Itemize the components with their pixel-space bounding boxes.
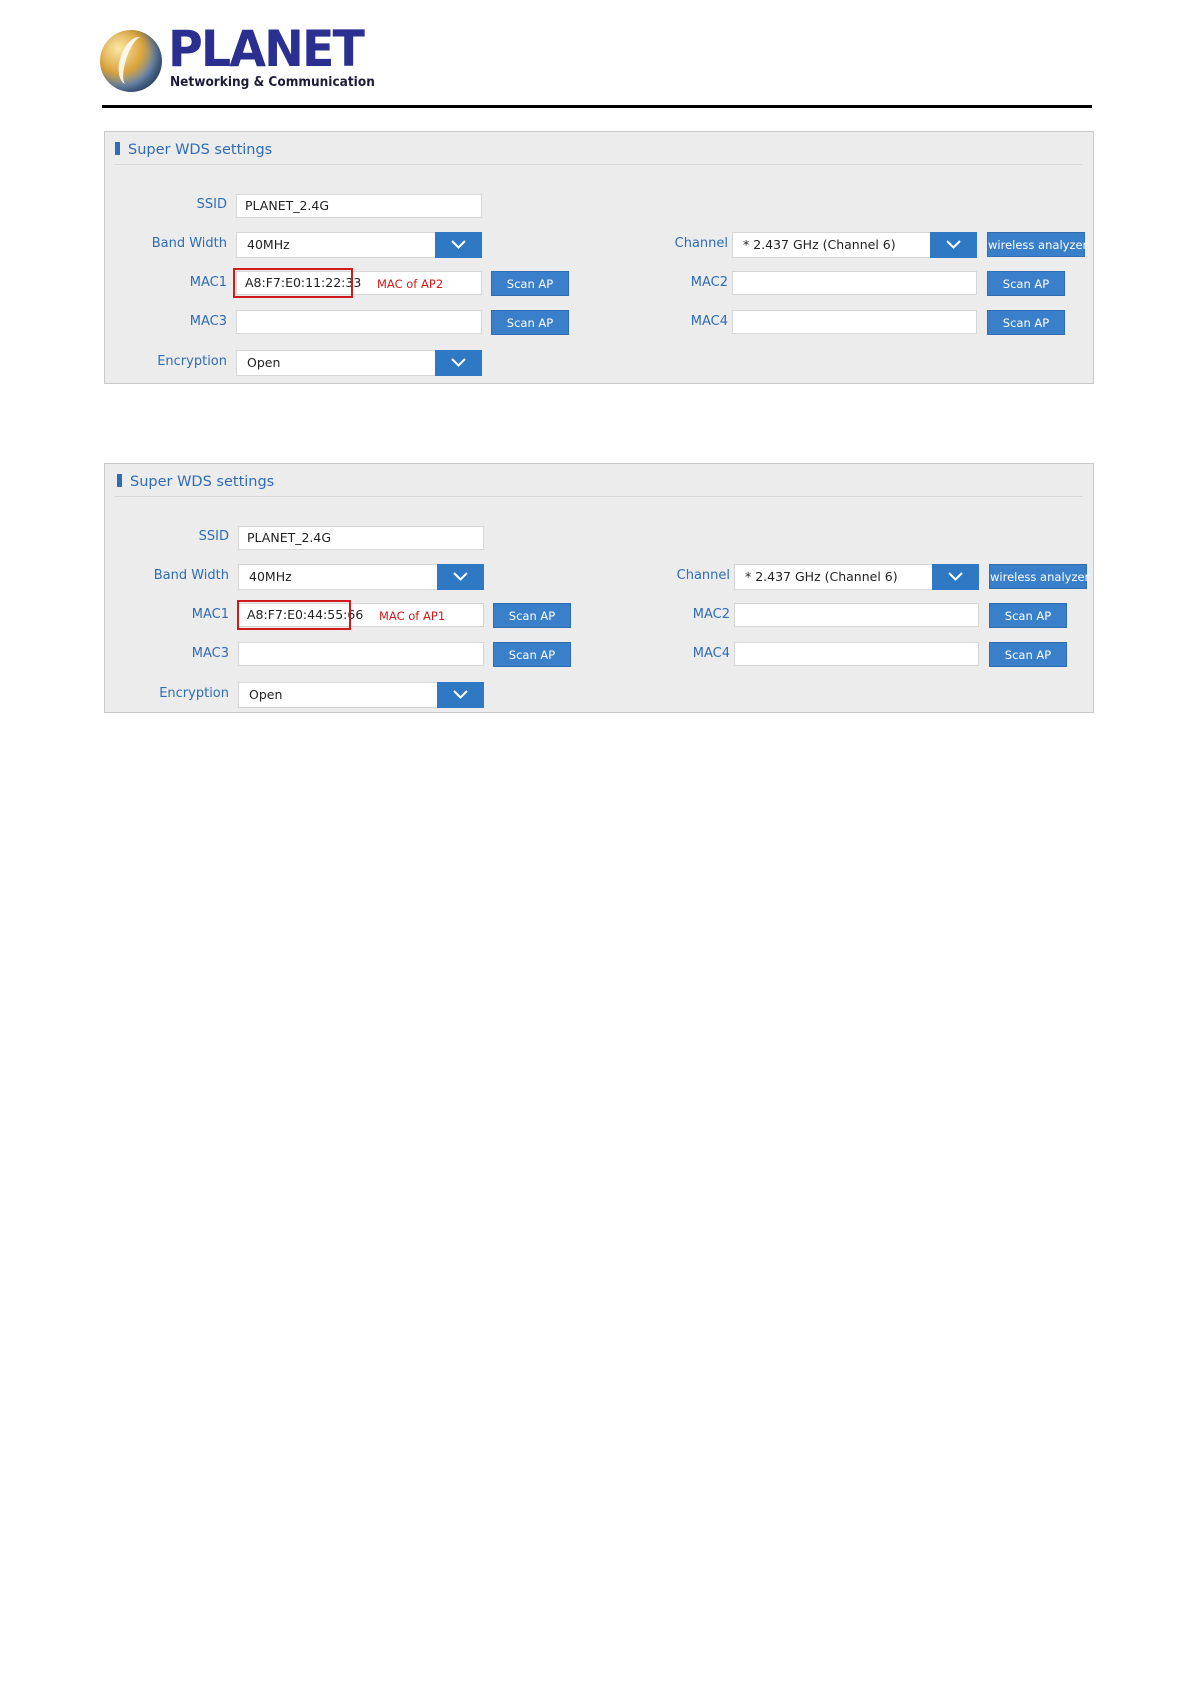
mac2-input[interactable] bbox=[732, 271, 977, 295]
wireless-analyzer-button[interactable]: wireless analyzer bbox=[989, 564, 1087, 589]
panel-divider bbox=[115, 164, 1083, 165]
scan-ap-button-mac1[interactable]: Scan AP bbox=[491, 271, 569, 296]
ssid-input[interactable]: PLANET_2.4G bbox=[238, 526, 484, 550]
chevron-down-icon[interactable] bbox=[437, 564, 484, 590]
channel-select[interactable] bbox=[732, 232, 977, 258]
scan-ap-button-mac3[interactable]: Scan AP bbox=[493, 642, 571, 667]
encryption-label: Encryption bbox=[159, 686, 229, 701]
ssid-label: SSID bbox=[198, 529, 229, 544]
chevron-down-icon[interactable] bbox=[435, 350, 482, 376]
globe-icon bbox=[100, 30, 162, 92]
super-wds-panel-2 bbox=[104, 463, 1094, 713]
header-divider bbox=[102, 105, 1092, 108]
chevron-down-icon[interactable] bbox=[437, 682, 484, 708]
channel-value: * 2.437 GHz (Channel 6) bbox=[743, 237, 896, 252]
channel-label: Channel bbox=[676, 568, 730, 583]
scan-ap-button-mac2[interactable]: Scan AP bbox=[989, 603, 1067, 628]
chevron-down-icon[interactable] bbox=[435, 232, 482, 258]
chevron-down-icon[interactable] bbox=[932, 564, 979, 590]
mac3-input[interactable] bbox=[238, 642, 484, 666]
bandwidth-value: 40MHz bbox=[249, 569, 292, 584]
encryption-select[interactable] bbox=[236, 350, 482, 376]
mac3-label: MAC3 bbox=[191, 646, 229, 661]
wireless-analyzer-button[interactable]: wireless analyzer bbox=[987, 232, 1085, 257]
brand-tagline: Networking & Communication bbox=[170, 74, 375, 90]
mac1-label: MAC1 bbox=[189, 275, 227, 290]
channel-value: * 2.437 GHz (Channel 6) bbox=[745, 569, 898, 584]
panel-title: Super WDS settings bbox=[117, 474, 274, 490]
mac1-annotation: MAC of AP1 bbox=[379, 609, 446, 623]
panel-title: Super WDS settings bbox=[115, 142, 272, 158]
brand-name: PLANET bbox=[168, 20, 364, 78]
mac3-label: MAC3 bbox=[189, 314, 227, 329]
mac1-value: A8:F7:E0:44:55:66 bbox=[247, 607, 364, 622]
bandwidth-select[interactable] bbox=[238, 564, 484, 590]
mac2-input[interactable] bbox=[734, 603, 979, 627]
ssid-input[interactable]: PLANET_2.4G bbox=[236, 194, 482, 218]
encryption-label: Encryption bbox=[157, 354, 227, 369]
ssid-label: SSID bbox=[196, 197, 227, 212]
encryption-value: Open bbox=[247, 355, 281, 370]
encryption-value: Open bbox=[249, 687, 283, 702]
scan-ap-button-mac4[interactable]: Scan AP bbox=[987, 310, 1065, 335]
scan-ap-button-mac2[interactable]: Scan AP bbox=[987, 271, 1065, 296]
panel-divider bbox=[115, 496, 1083, 497]
scan-ap-button-mac4[interactable]: Scan AP bbox=[989, 642, 1067, 667]
mac1-label: MAC1 bbox=[191, 607, 229, 622]
encryption-select[interactable] bbox=[238, 682, 484, 708]
bandwidth-value: 40MHz bbox=[247, 237, 290, 252]
mac1-highlight bbox=[237, 600, 351, 630]
channel-select[interactable] bbox=[734, 564, 979, 590]
chevron-down-icon[interactable] bbox=[930, 232, 977, 258]
scan-ap-button-mac1[interactable]: Scan AP bbox=[493, 603, 571, 628]
planet-logo bbox=[100, 20, 375, 94]
scan-ap-button-mac3[interactable]: Scan AP bbox=[491, 310, 569, 335]
mac3-input[interactable] bbox=[236, 310, 482, 334]
super-wds-panel-1 bbox=[104, 131, 1094, 384]
mac4-input[interactable] bbox=[734, 642, 979, 666]
bandwidth-select[interactable] bbox=[236, 232, 482, 258]
mac1-highlight bbox=[233, 268, 353, 298]
title-bar-icon bbox=[115, 142, 120, 155]
title-bar-icon bbox=[117, 474, 122, 487]
mac2-label: MAC2 bbox=[692, 607, 730, 622]
mac1-annotation: MAC of AP2 bbox=[377, 277, 444, 291]
mac4-label: MAC4 bbox=[692, 646, 730, 661]
channel-label: Channel bbox=[674, 236, 728, 251]
mac2-label: MAC2 bbox=[690, 275, 728, 290]
mac4-label: MAC4 bbox=[690, 314, 728, 329]
bandwidth-label: Band Width bbox=[153, 568, 229, 583]
mac1-value: A8:F7:E0:11:22:33 bbox=[245, 275, 362, 290]
mac4-input[interactable] bbox=[732, 310, 977, 334]
bandwidth-label: Band Width bbox=[151, 236, 227, 251]
